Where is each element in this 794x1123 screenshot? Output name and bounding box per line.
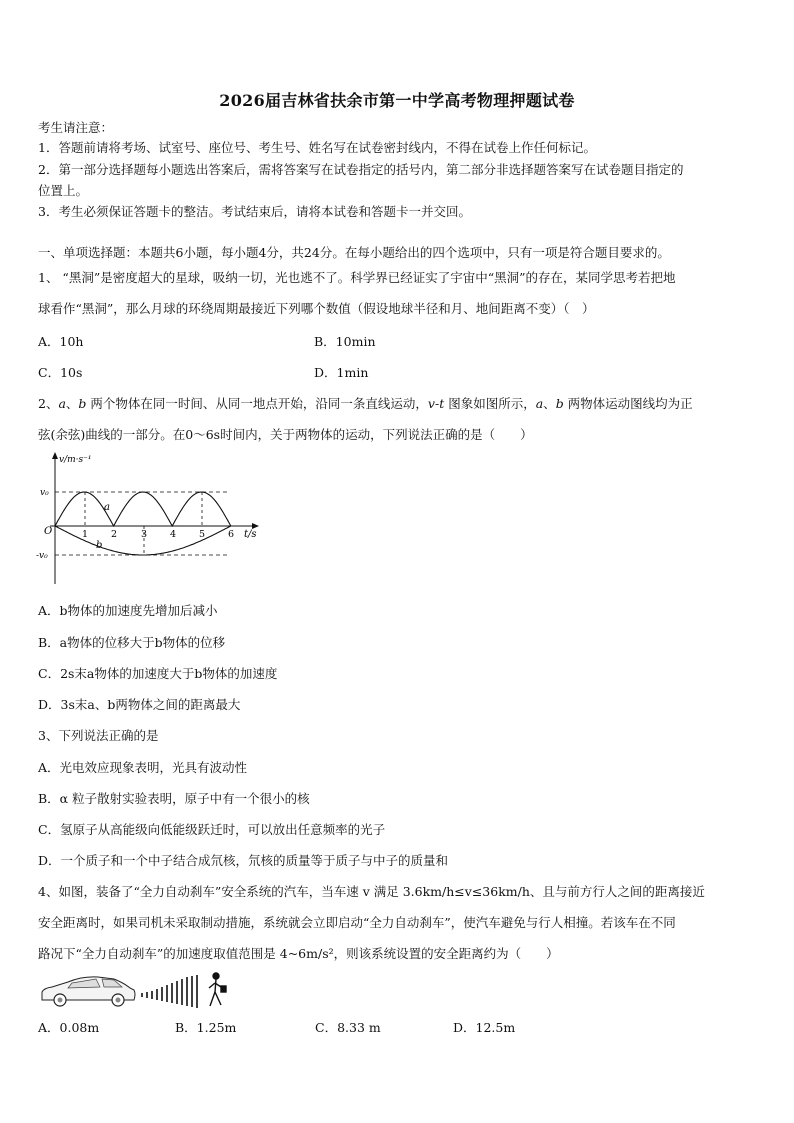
tick-2: 2: [111, 529, 118, 540]
y-axis-arrow: [52, 452, 58, 459]
y-axis-label: v/m·s⁻¹: [59, 455, 92, 465]
notice-item-2-cont: 位置上。: [38, 183, 89, 198]
origin-label: O: [44, 526, 53, 537]
notice-heading: 考生请注意：: [38, 120, 114, 135]
q1-option-b: B．10min: [314, 334, 376, 349]
curve-a-label: a: [104, 502, 110, 513]
q4-option-c: C．8.33 m: [315, 1020, 381, 1035]
q2-text-2: 图象如图所示，: [444, 396, 536, 411]
curve-b-label: b: [96, 540, 103, 551]
notice-item-2: 2．第一部分选择题每小题选出答案后，需将答案写在试卷指定的括号内，第二部分非选择题答案写在试卷题目指定的: [38, 162, 684, 177]
q3-stem: 3、下列说法正确的是: [38, 728, 159, 743]
q2-vt: v-t: [427, 396, 445, 411]
q3-option-a: A．光电效应现象表明，光具有波动性: [38, 760, 248, 775]
vt-graph: [30, 450, 270, 590]
x-axis-label: t/s: [244, 529, 257, 540]
curve-a: [55, 492, 231, 526]
q3-option-c: C．氢原子从高能级向低能级跃迁时，可以放出任意频率的光子: [38, 822, 386, 837]
notice-item-3: 3．考生必须保证答题卡的整洁。考试结束后，请将本试卷和答题卡一并交回。: [38, 204, 471, 219]
notice-item-1: 1．答题前请将考场、试室号、座位号、考生号、姓名写在试卷密封线内，不得在试卷上作任何标记。: [38, 140, 596, 155]
neg-v0-label: -v₀: [36, 551, 48, 561]
q2-sep2: 、: [543, 396, 556, 411]
q2-option-a: A．b物体的加速度先增加后减小: [38, 603, 218, 618]
q4-option-d: D．12.5m: [453, 1020, 516, 1035]
car-hub-rear-icon: [116, 998, 121, 1003]
q2-var-b2: b: [555, 396, 564, 411]
q2-var-a: a: [58, 396, 66, 411]
q4-option-b: B．1.25m: [175, 1020, 237, 1035]
q1-option-c: C．10s: [38, 365, 83, 380]
section-heading: 一、单项选择题：本题共6小题，每小题4分，共24分。在每小题给出的四个选项中，只有一项是符合题目要求的。: [38, 245, 670, 260]
q2-text-1: 两个物体在同一时间、从同一地点开始，沿同一条直线运动，: [86, 396, 428, 411]
q1-stem-line2: 球看作“黑洞”，那么月球的环绕周期最接近下列哪个数值（假设地球半径和月、地间距离不变）（ ）: [38, 301, 595, 316]
q3-option-d: D．一个质子和一个中子结合成氘核，氘核的质量等于质子与中子的质量和: [38, 853, 449, 868]
q3-option-b: B．α 粒子散射实验表明，原子中有一个很小的核: [38, 791, 310, 806]
q1-stem-line1: 1、 “黑洞”是密度超大的星球，吸纳一切，光也逃不了。科学界已经证实了宇宙中“黑洞”的存在，某同学思考若把地: [38, 270, 676, 285]
v0-label: v₀: [40, 488, 49, 498]
q2-stem-line2: 弦(余弦)曲线的一部分。在0～6s时间内，关于两物体的运动，下列说法正确的是（ ）: [38, 427, 533, 442]
q2-var-b: b: [78, 396, 87, 411]
sensor-waves-icon: [142, 975, 197, 1008]
q4-stem-line3: 路况下“全力自动刹车”的加速度取值范围是 4~6m/s²，则该系统设置的安全距离约为（ ）: [38, 946, 559, 961]
pedestrian-icon: [209, 973, 226, 1006]
q2-var-a2: a: [535, 396, 544, 411]
q2-stem-line1: [38, 395, 760, 413]
q1-option-d: D．1min: [314, 365, 369, 380]
q2-option-b: B．a物体的位移大于b物体的位移: [38, 635, 226, 650]
q4-stem-line1: 4、如图，装备了“全力自动刹车”安全系统的汽车，当车速 v 满足 3.6km/h≤v≤36km/h、且与前方行人之间的距离接近: [38, 884, 705, 899]
q2-text-3: 两物体运动图线均为正: [563, 396, 693, 411]
q4-stem-line2: 安全距离时，如果司机未采取制动措施，系统就会立即启动“全力自动刹车”，使汽车避免与行人相撞。若该车在不同: [38, 915, 676, 930]
q2-option-d: D．3s末a、b两物体之间的距离最大: [38, 697, 241, 712]
q2-option-c: C．2s末a物体的加速度大于b物体的加速度: [38, 666, 278, 681]
tick-1: 1: [82, 529, 89, 540]
tick-4: 4: [170, 529, 177, 540]
car-pedestrian-figure: [38, 970, 238, 1012]
tick-5: 5: [199, 529, 206, 540]
page-title: 2026届吉林省扶余市第一中学高考物理押题试卷: [219, 91, 575, 110]
q2-number: 2、: [38, 396, 59, 411]
q2-sep: 、: [65, 396, 79, 411]
tick-6: 6: [228, 529, 235, 540]
car-hub-front-icon: [58, 998, 63, 1003]
q4-option-a: A．0.08m: [38, 1020, 100, 1035]
q1-option-a: A．10h: [38, 334, 84, 349]
tick-3: 3: [141, 529, 148, 540]
